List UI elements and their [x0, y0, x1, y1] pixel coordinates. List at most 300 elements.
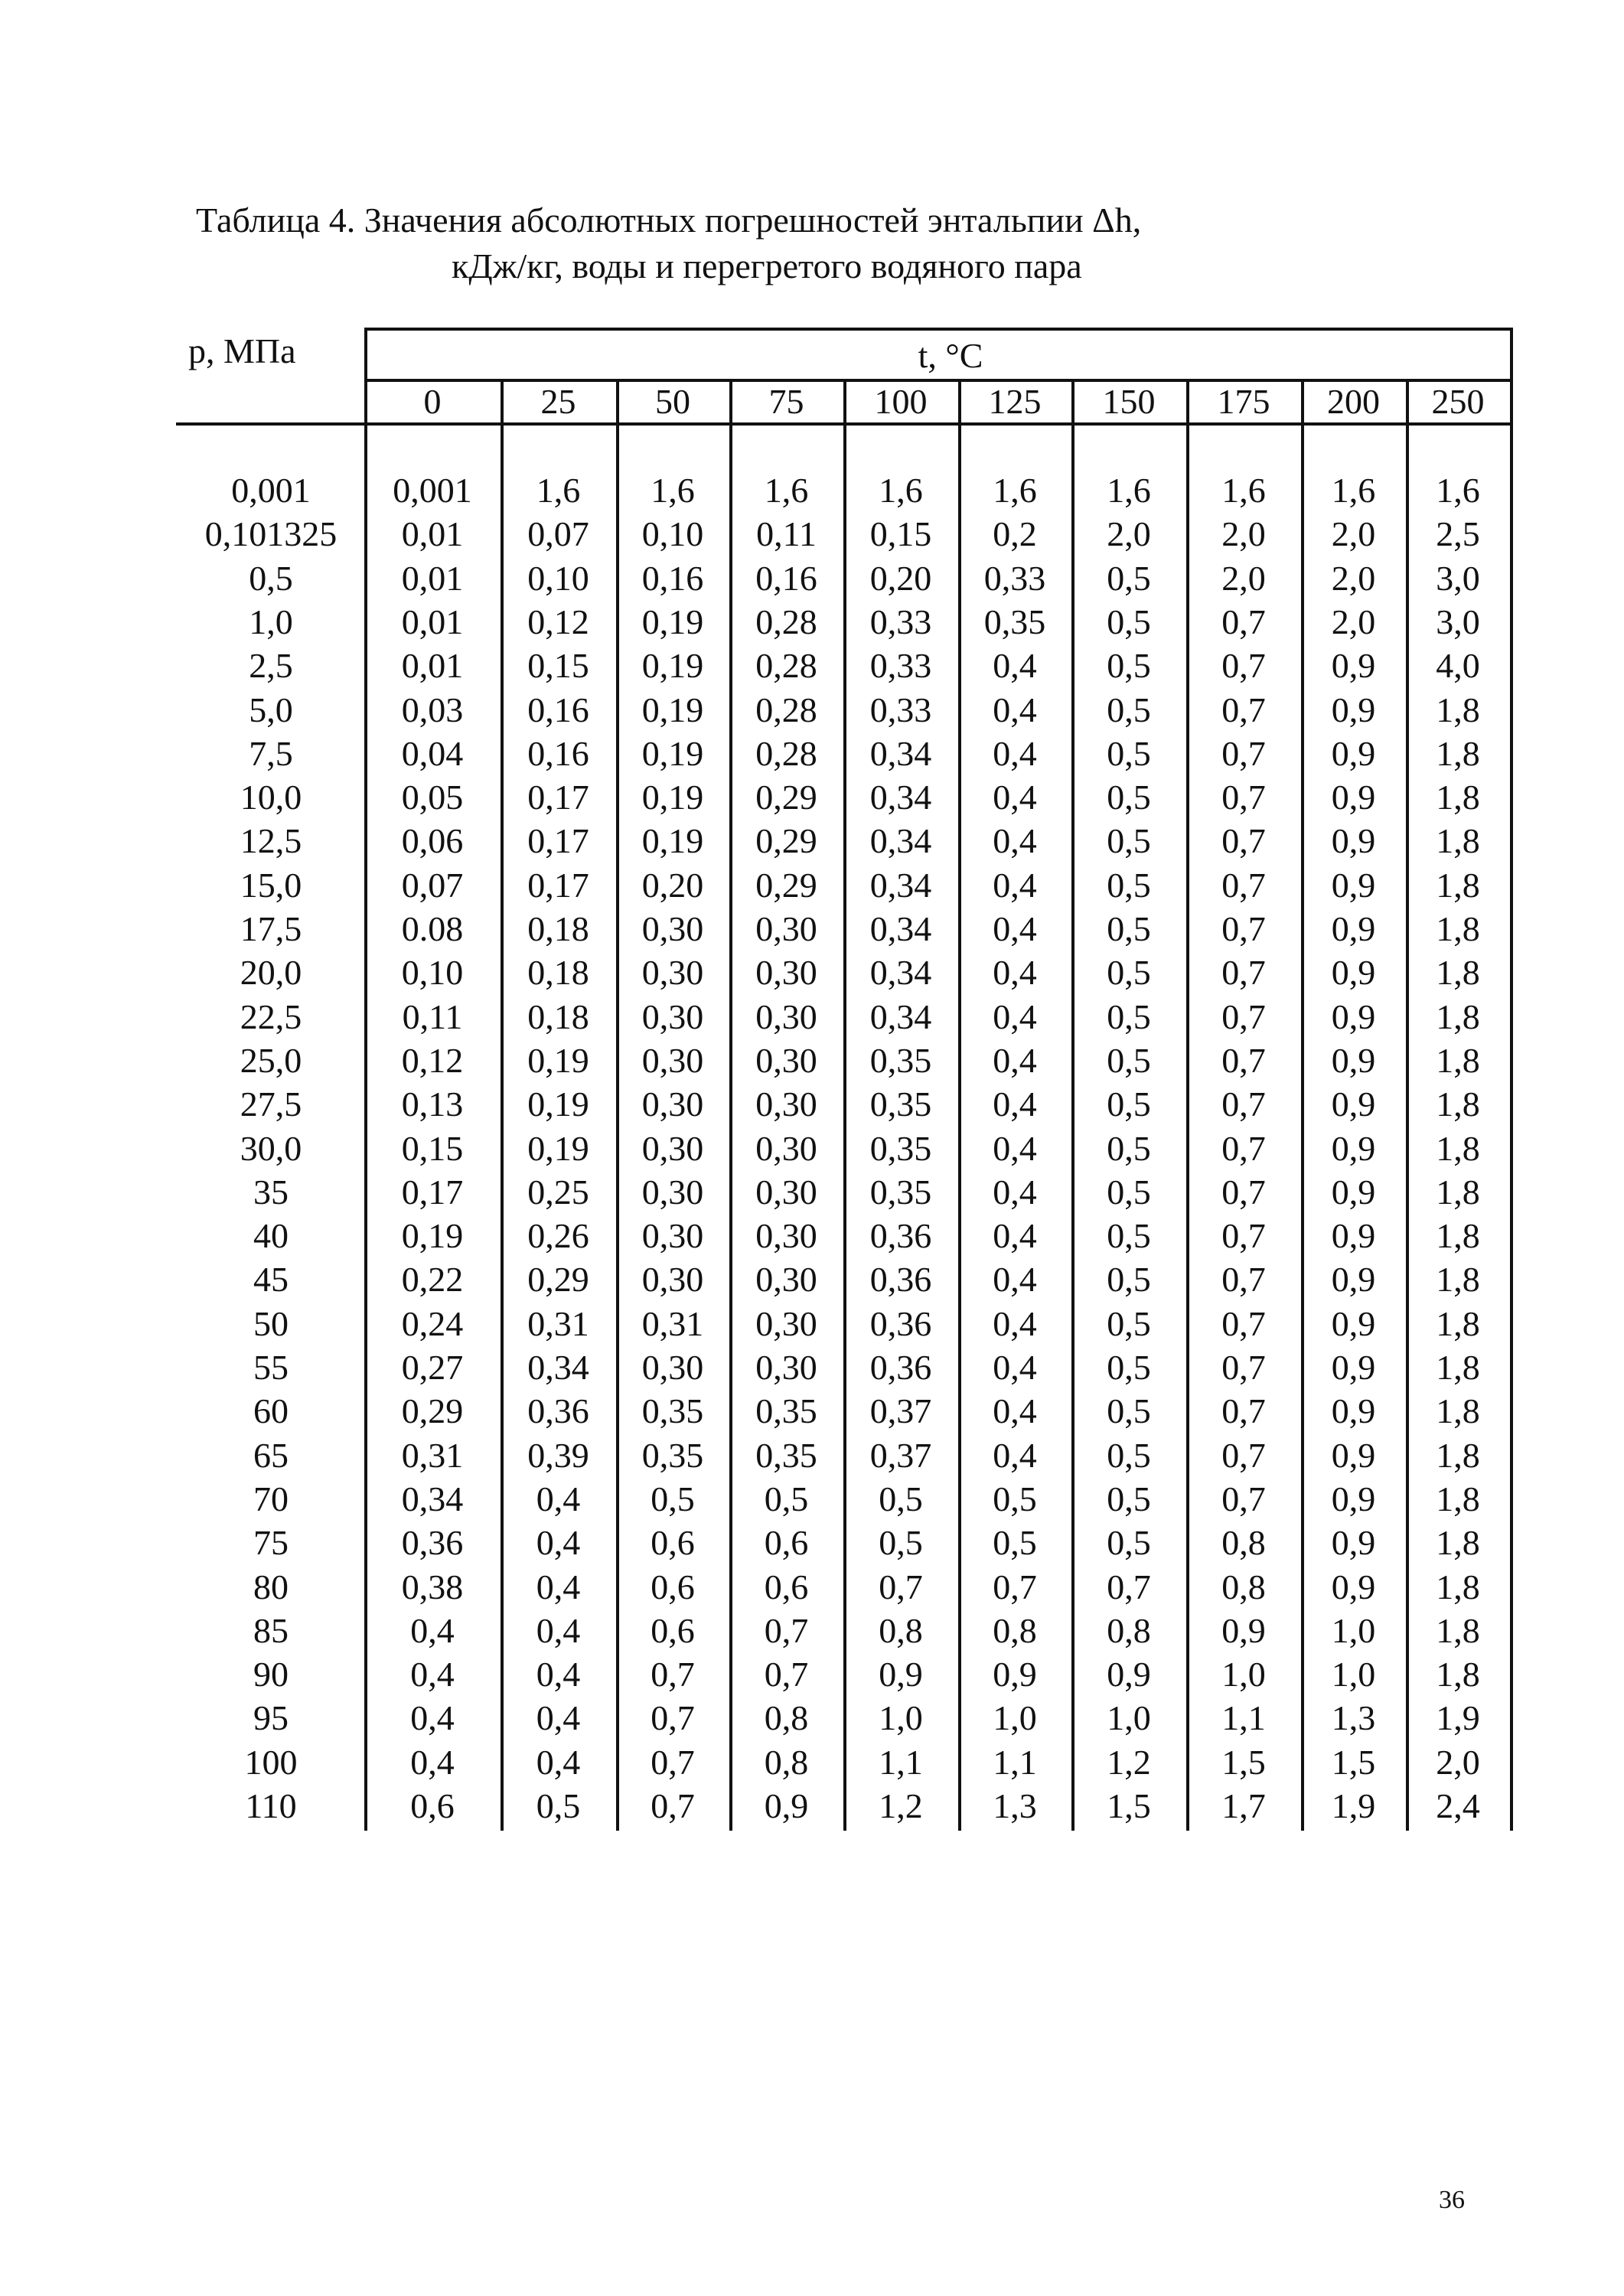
table-cell: 0,4 [993, 1172, 1037, 1212]
table-cell: 1,2 [879, 1786, 923, 1825]
table-cell: 0,7 [1221, 1436, 1266, 1475]
table-cell: 0,4 [410, 1611, 455, 1650]
table-cell: 0,39 [527, 1436, 589, 1475]
table-cell: 0,19 [527, 1084, 589, 1124]
table-cell: 0,35 [755, 1391, 817, 1430]
table-cell: 1,1 [1221, 1698, 1266, 1737]
table-cell: 0,9 [1331, 866, 1376, 905]
table-cell: 0,4 [410, 1655, 455, 1694]
table-cell: 0,8 [1221, 1523, 1266, 1562]
column-header: 125 [988, 382, 1042, 421]
table-cell: 0,30 [641, 1129, 704, 1168]
table-cell: 0,4 [536, 1523, 581, 1562]
table-cell: 0,5 [764, 1479, 809, 1518]
table-cell: 0,5 [1107, 1260, 1151, 1299]
table-cell: 2,0 [1331, 559, 1376, 598]
table-cell: 0,07 [527, 514, 589, 553]
table-cell: 0,30 [641, 997, 704, 1036]
table-cell: 0,35 [755, 1436, 817, 1475]
pressure-cell: 5,0 [249, 690, 293, 729]
table-cell: 0,7 [879, 1567, 923, 1606]
table-cell: 0,34 [869, 821, 932, 860]
table-cell: 0,36 [869, 1304, 932, 1343]
table-cell: 0,4 [536, 1479, 581, 1518]
table-cell: 0,17 [401, 1172, 464, 1212]
pressure-cell: 100 [244, 1743, 298, 1782]
table-cell: 1,0 [879, 1698, 923, 1737]
table-cell: 1,6 [536, 471, 581, 510]
table-cell: 0,7 [764, 1655, 809, 1694]
table-cell: 1,6 [651, 471, 695, 510]
pressure-cell: 12,5 [240, 821, 302, 860]
table-cell: 1,8 [1436, 1611, 1480, 1650]
table-cell: 0,27 [401, 1348, 464, 1387]
table-cell: 0,19 [401, 1216, 464, 1255]
table-cell: 0,30 [641, 909, 704, 948]
table-cell: 0,7 [1221, 778, 1266, 817]
table-cell: 0,5 [1107, 1348, 1151, 1387]
table-cell: 0,35 [869, 1129, 932, 1168]
table-cell: 0,36 [527, 1391, 589, 1430]
table-cell: 0,4 [410, 1743, 455, 1782]
table-cell: 0,34 [401, 1479, 464, 1518]
table-cell: 0,5 [1107, 909, 1151, 948]
pressure-cell: 10,0 [240, 778, 302, 817]
table-cell: 1,0 [993, 1698, 1037, 1737]
table-cell: 0,9 [1331, 1304, 1376, 1343]
table-cell: 0,9 [1331, 690, 1376, 729]
table-cell: 3,0 [1436, 602, 1480, 641]
table-cell: 0,34 [869, 866, 932, 905]
table-cell: 1,8 [1436, 778, 1480, 817]
pressure-cell: 95 [253, 1698, 289, 1737]
pressure-cell: 40 [253, 1216, 289, 1255]
table-cell: 0,9 [1331, 1041, 1376, 1080]
table-cell: 0,10 [527, 559, 589, 598]
pressure-cell: 22,5 [240, 997, 302, 1036]
pressure-cell: 17,5 [240, 909, 302, 948]
table-cell: 1,0 [1331, 1611, 1376, 1650]
table-cell: 0,35 [983, 602, 1046, 641]
table-cell: 0,7 [651, 1786, 695, 1825]
pressure-cell: 70 [253, 1479, 289, 1518]
column-header: 0 [423, 382, 442, 421]
table-cell: 0,7 [993, 1567, 1037, 1606]
table-cell: 0,6 [651, 1611, 695, 1650]
table-cell: 1,5 [1331, 1743, 1376, 1782]
table-cell: 1,0 [1221, 1655, 1266, 1694]
table-cell: 0,28 [755, 690, 817, 729]
table-cell: 0,29 [527, 1260, 589, 1299]
table-cell: 0,01 [401, 646, 464, 685]
table-cell: 0,35 [641, 1391, 704, 1430]
table-cell: 0,30 [755, 1084, 817, 1124]
table-cell: 1,3 [1331, 1698, 1376, 1737]
table-cell: 1,8 [1436, 1567, 1480, 1606]
table-cell: 0,4 [536, 1698, 581, 1737]
table-cell: 0,5 [1107, 821, 1151, 860]
table-cell: 0,4 [993, 1304, 1037, 1343]
table-cell: 0,9 [1331, 1172, 1376, 1212]
table-cell: 0,36 [401, 1523, 464, 1562]
column-header: 175 [1217, 382, 1270, 421]
table-cell: 0,30 [755, 909, 817, 948]
pressure-cell: 30,0 [240, 1129, 302, 1168]
page-number: 36 [1439, 2186, 1465, 2214]
table-cell: 0,18 [527, 909, 589, 948]
table-cell: 4,0 [1436, 646, 1480, 685]
table-cell: 0,4 [993, 1129, 1037, 1168]
table-cell: 0,22 [401, 1260, 464, 1299]
table-cell: 0,9 [1331, 1216, 1376, 1255]
table-cell: 0,30 [755, 1348, 817, 1387]
table-cell: 0,5 [993, 1523, 1037, 1562]
pressure-cell: 110 [245, 1786, 297, 1825]
table-cell: 0,30 [755, 1129, 817, 1168]
pressure-cell: 7,5 [249, 734, 293, 773]
table-caption-line-2: кДж/кг, воды и перегретого водяного пара [452, 246, 1082, 285]
table-cell: 0,28 [755, 646, 817, 685]
table-cell: 1,8 [1436, 1304, 1480, 1343]
table-cell: 1,6 [993, 471, 1037, 510]
table-cell: 0,29 [755, 866, 817, 905]
table-cell: 0,19 [527, 1041, 589, 1080]
table-cell: 1,8 [1436, 997, 1480, 1036]
table-cell: 0,6 [651, 1523, 695, 1562]
table-cell: 1,8 [1436, 1129, 1480, 1168]
table-cell: 0,4 [993, 909, 1037, 948]
table-cell: 0,5 [1107, 1523, 1151, 1562]
table-caption-line-1: Таблица 4. Значения абсолютных погрешностей энтальпии Δh, [196, 201, 1142, 240]
table-cell: 0,9 [1331, 1479, 1376, 1518]
table-cell: 0,4 [993, 1391, 1037, 1430]
pressure-cell: 85 [253, 1611, 289, 1650]
table-cell: 1,1 [879, 1743, 923, 1782]
table-cell: 1,8 [1436, 1391, 1480, 1430]
table-cell: 0,17 [527, 866, 589, 905]
table-cell: 0,5 [1107, 1304, 1151, 1343]
table-cell: 0,4 [993, 690, 1037, 729]
table-cell: 0,5 [1107, 1041, 1151, 1080]
table-cell: 0,30 [755, 1260, 817, 1299]
table-cell: 0,7 [1221, 1129, 1266, 1168]
table-cell: 0,12 [527, 602, 589, 641]
table-cell: 0.08 [401, 909, 464, 948]
pressure-cell: 1,0 [249, 602, 293, 641]
table-cell: 0,6 [764, 1523, 809, 1562]
table-cell: 0,7 [1221, 909, 1266, 948]
table-cell: 0,8 [1107, 1611, 1151, 1650]
table-cell: 0,4 [993, 953, 1037, 992]
column-header: 50 [655, 382, 690, 421]
table-cell: 0,6 [764, 1567, 809, 1606]
table-cell: 0,7 [764, 1611, 809, 1650]
pressure-cell: 65 [253, 1436, 289, 1475]
table-cell: 0,5 [1107, 734, 1151, 773]
table-cell: 0,7 [1221, 1260, 1266, 1299]
table-cell: 0,9 [1331, 1129, 1376, 1168]
pressure-cell: 60 [253, 1391, 289, 1430]
table-cell: 0,7 [651, 1743, 695, 1782]
table-cell: 0,9 [1331, 734, 1376, 773]
column-header: 200 [1327, 382, 1380, 421]
table-cell: 1,8 [1436, 821, 1480, 860]
table-cell: 3,0 [1436, 559, 1480, 598]
table-cell: 0,01 [401, 514, 464, 553]
table-cell: 0,4 [993, 1084, 1037, 1124]
table-cell: 1,6 [764, 471, 809, 510]
table-cell: 0,9 [993, 1655, 1037, 1694]
table-cell: 0,01 [401, 602, 464, 641]
table-cell: 0,9 [1331, 1567, 1376, 1606]
column-header: 100 [874, 382, 928, 421]
table-cell: 1,6 [1436, 471, 1480, 510]
table-cell: 2,0 [1221, 514, 1266, 553]
table-cell: 0,06 [401, 821, 464, 860]
table-cell: 0,04 [401, 734, 464, 773]
table-cell: 0,5 [1107, 1172, 1151, 1212]
table-cell: 1,8 [1436, 1655, 1480, 1694]
table-cell: 2,0 [1221, 559, 1266, 598]
table-cell: 0,20 [869, 559, 932, 598]
table-cell: 0,12 [401, 1041, 464, 1080]
table-cell: 0,17 [527, 778, 589, 817]
table-cell: 0,30 [755, 1216, 817, 1255]
table-cell: 0,19 [641, 778, 704, 817]
pressure-cell: 55 [253, 1348, 289, 1387]
table-cell: 0,15 [869, 514, 932, 553]
table-cell: 0,4 [536, 1567, 581, 1606]
table-cell: 0,5 [1107, 1084, 1151, 1124]
table-cell: 0,11 [756, 514, 817, 553]
table-cell: 2,0 [1331, 514, 1376, 553]
table-cell: 0,9 [1331, 778, 1376, 817]
table-cell: 0,4 [993, 997, 1037, 1036]
table-cell: 0,9 [1331, 953, 1376, 992]
table-cell: 0,9 [1221, 1611, 1266, 1650]
table-cell: 0,6 [410, 1786, 455, 1825]
table-cell: 0,8 [879, 1611, 923, 1650]
table-cell: 0,25 [527, 1172, 589, 1212]
pressure-cell: 50 [253, 1304, 289, 1343]
table-cell: 1,6 [1331, 471, 1376, 510]
table-cell: 0,34 [869, 953, 932, 992]
table-cell: 0,5 [1107, 602, 1151, 641]
table-cell: 0,35 [869, 1084, 932, 1124]
table-cell: 1,8 [1436, 1172, 1480, 1212]
pressure-cell: 0,001 [231, 471, 311, 510]
table-cell: 0,35 [869, 1172, 932, 1212]
table-cell: 1,8 [1436, 734, 1480, 773]
table-cell: 0,4 [993, 734, 1037, 773]
table-cell: 0,5 [1107, 953, 1151, 992]
table-cell: 0,10 [641, 514, 704, 553]
table-cell: 0,31 [401, 1436, 464, 1475]
table-cell: 1,1 [993, 1743, 1037, 1782]
table-cell: 1,6 [879, 471, 923, 510]
table-cell: 0,5 [1107, 778, 1151, 817]
table-cell: 1,8 [1436, 1479, 1480, 1518]
table-cell: 0,35 [869, 1041, 932, 1080]
pressure-cell: 20,0 [240, 953, 302, 992]
table-cell: 0,7 [1221, 1172, 1266, 1212]
table-cell: 0,9 [879, 1655, 923, 1694]
column-rule [1510, 328, 1513, 1831]
pressure-cell: 27,5 [240, 1084, 302, 1124]
table-cell: 0,4 [993, 1436, 1037, 1475]
table-cell: 0,33 [869, 602, 932, 641]
table-cell: 0,5 [536, 1786, 581, 1825]
table-cell: 2,0 [1331, 602, 1376, 641]
table-cell: 0,30 [755, 1041, 817, 1080]
table-cell: 0,7 [1221, 1348, 1266, 1387]
table-cell: 0,5 [1107, 646, 1151, 685]
table-cell: 0,30 [755, 997, 817, 1036]
table-cell: 1,5 [1107, 1786, 1151, 1825]
table-cell: 0,4 [993, 866, 1037, 905]
table-cell: 0,4 [536, 1743, 581, 1782]
table-cell: 0,19 [641, 821, 704, 860]
table-cell: 1,8 [1436, 909, 1480, 948]
table-cell: 0,9 [1331, 997, 1376, 1036]
table-cell: 1,8 [1436, 866, 1480, 905]
table-cell: 0,24 [401, 1304, 464, 1343]
table-cell: 1,3 [993, 1786, 1037, 1825]
table-cell: 0,4 [993, 1041, 1037, 1080]
table-cell: 0,33 [869, 690, 932, 729]
table-cell: 0,7 [1221, 1216, 1266, 1255]
table-cell: 0,9 [1331, 1436, 1376, 1475]
table-cell: 0,18 [527, 997, 589, 1036]
table-cell: 0,5 [993, 1479, 1037, 1518]
table-cell: 0,4 [993, 778, 1037, 817]
table-cell: 0,37 [869, 1436, 932, 1475]
table-cell: 0,9 [1331, 1391, 1376, 1430]
table-cell: 0,36 [869, 1216, 932, 1255]
table-cell: 0,7 [1221, 821, 1266, 860]
pressure-cell: 0,5 [249, 559, 293, 598]
header-top-rule [364, 328, 1511, 331]
pressure-cell: 25,0 [240, 1041, 302, 1080]
table-cell: 1,6 [1221, 471, 1266, 510]
table-cell: 1,8 [1436, 1041, 1480, 1080]
table-cell: 0,7 [1221, 866, 1266, 905]
table-cell: 1,8 [1436, 1523, 1480, 1562]
pressure-cell: 90 [253, 1655, 289, 1694]
table-cell: 0,9 [1331, 1084, 1376, 1124]
table-cell: 0,5 [1107, 1436, 1151, 1475]
table-cell: 0,05 [401, 778, 464, 817]
table-cell: 0,11 [402, 997, 463, 1036]
table-cell: 0,33 [869, 646, 932, 685]
table-cell: 0,2 [993, 514, 1037, 553]
table-cell: 0,4 [993, 1260, 1037, 1299]
table-cell: 0,30 [755, 953, 817, 992]
table-cell: 0,19 [641, 690, 704, 729]
table-cell: 1,8 [1436, 1216, 1480, 1255]
pressure-column-header: p, МПа [188, 331, 296, 370]
table-cell: 0,34 [869, 734, 932, 773]
table-cell: 0,19 [641, 602, 704, 641]
pressure-cell: 35 [253, 1172, 289, 1212]
table-cell: 0,7 [651, 1655, 695, 1694]
pressure-cell: 0,101325 [204, 514, 338, 553]
table-cell: 0,5 [1107, 866, 1151, 905]
column-rule [364, 328, 367, 1831]
table-cell: 0,7 [1221, 690, 1266, 729]
table-cell: 0,8 [1221, 1567, 1266, 1606]
table-cell: 0,4 [993, 821, 1037, 860]
table-cell: 0,16 [527, 690, 589, 729]
table-cell: 0,5 [1107, 1216, 1151, 1255]
table-cell: 0,15 [527, 646, 589, 685]
table-cell: 0,34 [869, 909, 932, 948]
table-cell: 0,5 [1107, 690, 1151, 729]
table-cell: 0,16 [527, 734, 589, 773]
table-cell: 2,0 [1436, 1743, 1480, 1782]
table-cell: 1,8 [1436, 1348, 1480, 1387]
table-cell: 0,29 [755, 821, 817, 860]
table-cell: 0,8 [993, 1611, 1037, 1650]
table-cell: 0,34 [869, 778, 932, 817]
table-cell: 1,8 [1436, 1260, 1480, 1299]
table-cell: 0,29 [755, 778, 817, 817]
table-cell: 0,9 [1331, 1260, 1376, 1299]
table-cell: 0,4 [993, 646, 1037, 685]
pressure-cell: 45 [253, 1260, 289, 1299]
table-cell: 1,9 [1436, 1698, 1480, 1737]
table-cell: 0,5 [1107, 559, 1151, 598]
table-cell: 1,8 [1436, 690, 1480, 729]
table-cell: 0,7 [1221, 1041, 1266, 1080]
table-cell: 1,2 [1107, 1743, 1151, 1782]
table-cell: 0,20 [641, 866, 704, 905]
table-cell: 0,7 [651, 1698, 695, 1737]
table-cell: 0,07 [401, 866, 464, 905]
table-cell: 0,5 [651, 1479, 695, 1518]
table-cell: 0,7 [1221, 646, 1266, 685]
table-cell: 0,10 [401, 953, 464, 992]
table-cell: 0,8 [764, 1743, 809, 1782]
column-header: 25 [540, 382, 576, 421]
table-cell: 0,4 [993, 1216, 1037, 1255]
table-cell: 0,30 [641, 1348, 704, 1387]
table-cell: 0,7 [1221, 997, 1266, 1036]
table-cell: 1,8 [1436, 1436, 1480, 1475]
table-cell: 2,4 [1436, 1786, 1480, 1825]
table-cell: 0,7 [1221, 602, 1266, 641]
table-cell: 0,31 [641, 1304, 704, 1343]
table-cell: 0,4 [536, 1655, 581, 1694]
table-cell: 0,5 [1107, 1479, 1151, 1518]
table-cell: 0,9 [1331, 909, 1376, 948]
table-cell: 0,30 [755, 1304, 817, 1343]
table-cell: 0,5 [1107, 997, 1151, 1036]
table-cell: 0,7 [1221, 1391, 1266, 1430]
table-cell: 0,36 [869, 1348, 932, 1387]
table-cell: 1,7 [1221, 1786, 1266, 1825]
table-cell: 0,03 [401, 690, 464, 729]
table-cell: 0,5 [879, 1479, 923, 1518]
table-cell: 0,9 [1107, 1655, 1151, 1694]
table-cell: 0,30 [641, 1172, 704, 1212]
table-cell: 0,30 [641, 953, 704, 992]
table-cell: 0,17 [527, 821, 589, 860]
pressure-cell: 15,0 [240, 866, 302, 905]
temperature-group-header: t, °C [918, 336, 983, 375]
table-cell: 0,5 [879, 1523, 923, 1562]
pressure-cell: 80 [253, 1567, 289, 1606]
